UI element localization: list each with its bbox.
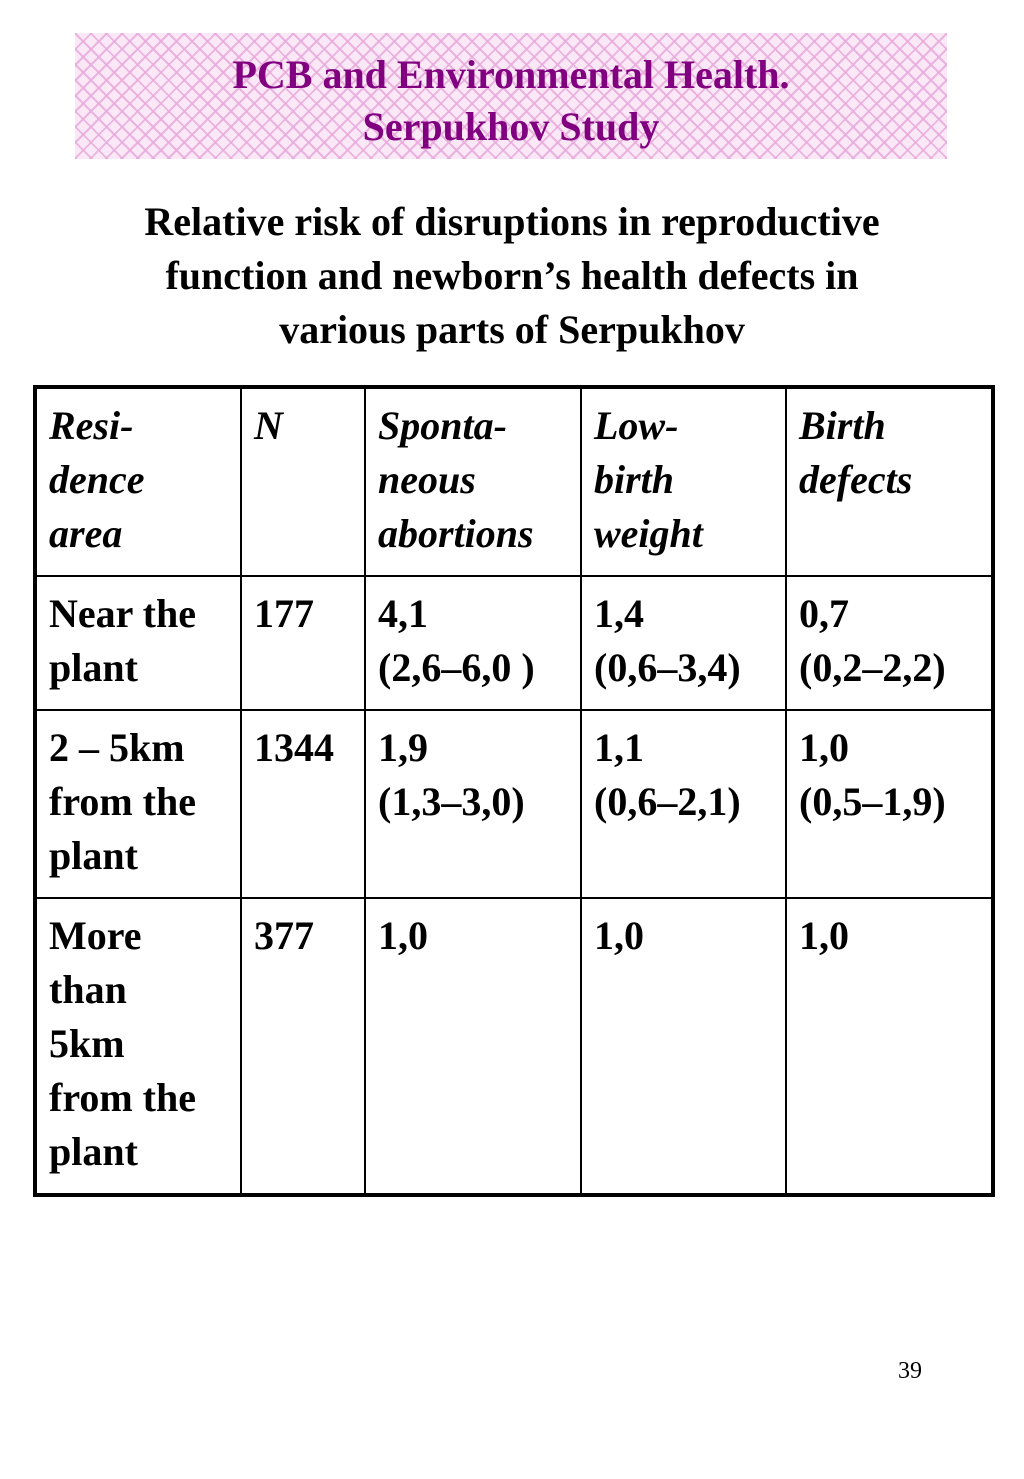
header-text: dence xyxy=(49,457,145,502)
cell-text: 1344 xyxy=(254,725,334,770)
table-row xyxy=(35,710,993,898)
cell-text: (0,2–2,2) xyxy=(799,645,946,690)
cell-birth-defects xyxy=(786,710,993,898)
cell-text: 377 xyxy=(254,913,314,958)
header-residence-area xyxy=(35,387,241,576)
cell-text: 0,7 xyxy=(799,591,849,636)
page-number: 39 xyxy=(898,1358,922,1384)
title-banner xyxy=(75,33,947,159)
cell-residence-area xyxy=(35,576,241,710)
table-row xyxy=(35,898,993,1195)
header-text: abortions xyxy=(378,511,534,556)
cell-residence-area xyxy=(35,710,241,898)
header-text: Sponta- xyxy=(378,403,507,448)
cell-text: 1,0 xyxy=(378,913,428,958)
cell-low-birth-weight xyxy=(581,710,786,898)
page-title-line-2: Serpukhov Study xyxy=(362,104,660,149)
cell-text: 1,1 xyxy=(594,725,644,770)
relative-risk-table xyxy=(33,385,995,1197)
cell-text: More xyxy=(49,913,142,958)
cell-text: 5km xyxy=(49,1021,125,1066)
header-text: weight xyxy=(594,511,703,556)
cell-text: plant xyxy=(49,645,138,690)
cell-text: 1,4 xyxy=(594,591,644,636)
header-text: neous xyxy=(378,457,476,502)
header-text: N xyxy=(254,403,283,448)
cell-n xyxy=(241,576,365,710)
cell-spontaneous-abortions xyxy=(365,898,581,1195)
cell-spontaneous-abortions xyxy=(365,576,581,710)
header-n xyxy=(241,387,365,576)
header-birth-defects xyxy=(786,387,993,576)
cell-text: (2,6–6,0 ) xyxy=(378,645,535,690)
cell-n xyxy=(241,898,365,1195)
table-caption-line-1: Relative risk of disruptions in reproductive xyxy=(144,199,880,244)
header-text: Birth xyxy=(799,403,886,448)
cell-text: 1,0 xyxy=(799,913,849,958)
cell-text: plant xyxy=(49,833,138,878)
cell-birth-defects xyxy=(786,898,993,1195)
table-caption-line-2: function and newborn’s health defects in xyxy=(165,253,859,298)
cell-text: 1,0 xyxy=(799,725,849,770)
table-caption xyxy=(40,195,984,357)
cell-text: Near the xyxy=(49,591,196,636)
header-text: Low- xyxy=(594,403,679,448)
header-spontaneous-abortions xyxy=(365,387,581,576)
cell-residence-area xyxy=(35,898,241,1195)
header-text: area xyxy=(49,511,123,556)
cell-text: (0,5–1,9) xyxy=(799,779,946,824)
cell-text: than xyxy=(49,967,127,1012)
header-text: defects xyxy=(799,457,913,502)
cell-n xyxy=(241,710,365,898)
cell-low-birth-weight xyxy=(581,898,786,1195)
table-row xyxy=(35,576,993,710)
cell-text: 177 xyxy=(254,591,314,636)
table-caption-line-3: various parts of Serpukhov xyxy=(279,307,745,352)
header-text: birth xyxy=(594,457,675,502)
cell-text: 4,1 xyxy=(378,591,428,636)
cell-spontaneous-abortions xyxy=(365,710,581,898)
page-title-line-1: PCB and Environmental Health. xyxy=(232,52,790,97)
header-text: Resi- xyxy=(49,403,134,448)
cell-birth-defects xyxy=(786,576,993,710)
cell-text: from the xyxy=(49,779,196,824)
table-header-row xyxy=(35,387,993,576)
cell-text: 1,0 xyxy=(594,913,644,958)
header-low-birth-weight xyxy=(581,387,786,576)
cell-text: 1,9 xyxy=(378,725,428,770)
cell-text: plant xyxy=(49,1129,138,1174)
cell-text: from the xyxy=(49,1075,196,1120)
cell-text: 2 – 5km xyxy=(49,725,185,770)
cell-text: (0,6–3,4) xyxy=(594,645,741,690)
cell-low-birth-weight xyxy=(581,576,786,710)
cell-text: (0,6–2,1) xyxy=(594,779,741,824)
cell-text: (1,3–3,0) xyxy=(378,779,525,824)
